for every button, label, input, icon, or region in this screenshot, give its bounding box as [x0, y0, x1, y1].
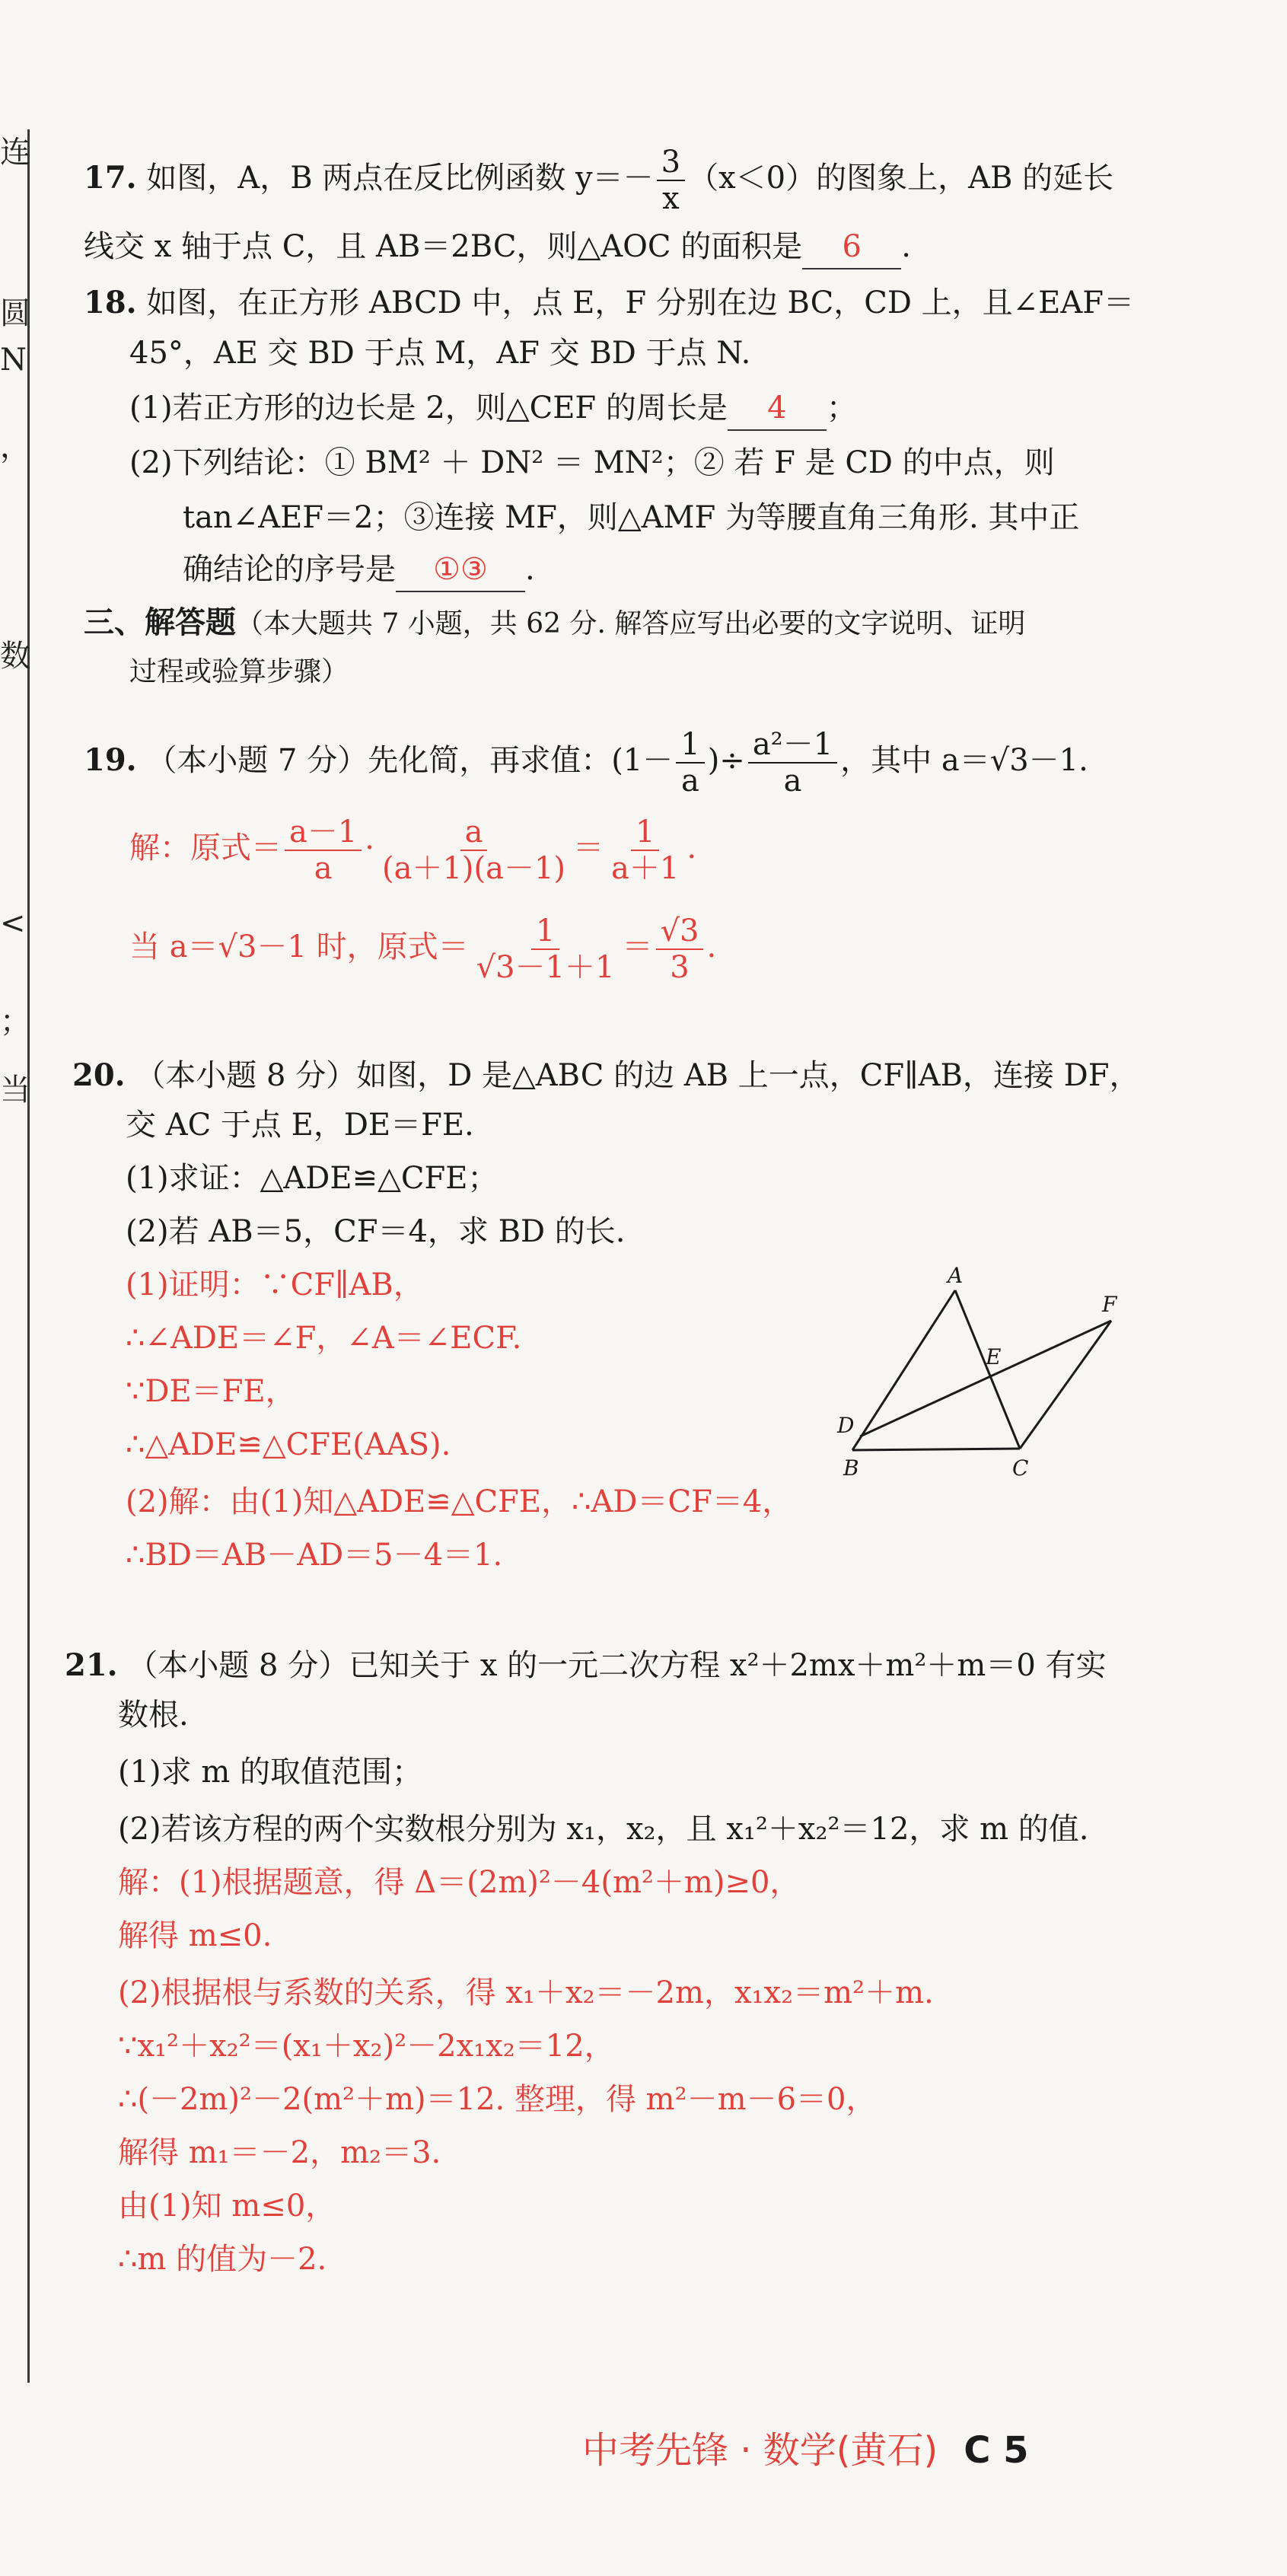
q21-line2: 数根.	[118, 1698, 189, 1733]
q20-solution: ∵DE＝FE，	[126, 1374, 296, 1409]
q17-line2: 线交 x 轴于点 C，且 AB＝2BC，则△AOC 的面积是 6 .	[84, 225, 911, 269]
segment-cf	[1020, 1321, 1111, 1449]
q20-solution: (1)证明：∵CF∥AB，	[126, 1267, 424, 1302]
q21-solution: 解得 m₁＝－2，m₂＝3.	[118, 2135, 441, 2170]
q18-answer1: 4	[728, 387, 827, 431]
q20-part2: (2)若 AB＝5，CF＝4，求 BD 的长.	[126, 1214, 626, 1249]
q20-solution: ∴BD＝AB－AD＝5－4＝1.	[126, 1538, 503, 1573]
q21-solution: ∵x₁²＋x₂²＝(x₁＋x₂)²－2x₁x₂＝12，	[118, 2029, 615, 2064]
q18-number: 18.	[84, 285, 137, 320]
q18-part2-line2: tan∠AEF＝2；③连接 MF，则△AMF 为等腰直角三角形. 其中正	[183, 500, 1080, 535]
q20-solution: (2)解：由(1)知△ADE≌△CFE，∴AD＝CF＝4，	[126, 1484, 793, 1519]
footer-brand: 中考先锋 · 数学(黄石)	[582, 2429, 938, 2472]
segment-bc	[852, 1449, 1020, 1450]
q18-part1: (1)若正方形的边长是 2，则△CEF 的周长是 4 ；	[129, 387, 857, 431]
page-number: C 5	[964, 2429, 1029, 2472]
section3-desc2: 过程或验算步骤）	[129, 656, 349, 687]
q20-solution: ∴∠ADE＝∠F，∠A＝∠ECF.	[126, 1321, 522, 1356]
q19-question: 19. （本小题 7 分）先化简，再求值：(1－ $\frac{1}{a}$ )÷ $\frac{\text{a²－1}}{a}$ ，其中 a＝√3－1.	[84, 727, 1088, 799]
edge-char: 数	[0, 639, 30, 674]
edge-char: N	[0, 343, 27, 378]
label-a: A	[948, 1264, 964, 1288]
q21-solution: ∴(－2m)²－2(m²＋m)＝12. 整理，得 m²－m－6＝0，	[118, 2082, 877, 2117]
label-b: B	[843, 1455, 859, 1481]
q17-answer: 6	[802, 225, 901, 269]
label-c: C	[1012, 1455, 1029, 1481]
segment-ac	[955, 1290, 1020, 1449]
q21-part2: (2)若该方程的两个实数根分别为 x₁，x₂，且 x₁²＋x₂²＝12，求 m 的值.	[118, 1812, 1089, 1847]
q20-line1: 20. （本小题 8 分）如图，D 是△ABC 的边 AB 上一点，CF∥AB，连接 DF，	[72, 1057, 1140, 1093]
label-e: E	[986, 1344, 1002, 1369]
q18-line2: 45°，AE 交 BD 于点 M，AF 交 BD 于点 N.	[129, 336, 751, 371]
edge-char: ；	[0, 1004, 30, 1039]
q21-solution: 解：(1)根据题意，得 Δ＝(2m)²－4(m²＋m)≥0，	[118, 1865, 801, 1900]
q17-fraction: $\frac{3}{x}$	[657, 145, 685, 216]
q18-line1: 18. 如图，在正方形 ABCD 中，点 E，F 分别在边 BC，CD 上，且∠EAF＝	[84, 285, 1135, 320]
edge-char: 连	[0, 135, 30, 170]
q20-line2: 交 AC 于点 E，DE＝FE.	[126, 1108, 474, 1143]
edge-char: ，	[0, 429, 30, 464]
q17-text-a: 如图，A，B 两点在反比例函数 y＝－	[146, 161, 654, 196]
q18-answer2: ①③	[396, 548, 525, 592]
edge-char: 当	[0, 1073, 30, 1108]
q18-part2-line3: 确结论的序号是 ①③ .	[183, 548, 535, 592]
q21-solution: 由(1)知 m≤0，	[118, 2189, 336, 2224]
q18-part2-line1: (2)下列结论：① BM² ＋ DN² ＝ MN²；② 若 F 是 CD 的中点，则	[129, 445, 1055, 480]
q21-solution: (2)根据根与系数的关系，得 x₁＋x₂＝－2m，x₁x₂＝m²＋m.	[118, 1975, 934, 2010]
label-f: F	[1102, 1292, 1117, 1317]
q21-line1: 21. （本小题 8 分）已知关于 x 的一元二次方程 x²＋2mx＋m²＋m＝0 有实	[65, 1647, 1107, 1683]
q21-solution: 解得 m≤0.	[118, 1918, 272, 1953]
label-d: D	[837, 1413, 855, 1438]
section3-title: 三、解答题	[84, 604, 236, 640]
q20-part1: (1)求证：△ADE≌△CFE；	[126, 1161, 499, 1196]
section3-header: 三、解答题（本大题共 7 小题，共 62 分. 解答应写出必要的文字说明、证明	[84, 604, 1026, 640]
edge-char: 圆	[0, 296, 30, 331]
q17-number: 17.	[84, 160, 137, 196]
q20-figure	[830, 1264, 1149, 1484]
q20-solution: ∴△ADE≌△CFE(AAS).	[126, 1427, 451, 1462]
q19-solution-line1: 解：原式＝ $\frac{a-1}{a}$ · $\frac{a}{(a+1)(a-1)}$ ＝ $\frac{1}{a+1}$ .	[129, 815, 697, 886]
edge-char: <	[0, 906, 26, 941]
segment-ab	[852, 1290, 955, 1450]
q21-solution: ∴m 的值为－2.	[118, 2242, 327, 2277]
q21-part1: (1)求 m 的取值范围；	[118, 1755, 423, 1790]
page-footer	[582, 2421, 1029, 2473]
margin-rule	[27, 129, 30, 2383]
q17-line1	[84, 145, 1113, 216]
q17-text-b: （x＜0）的图象上，AB 的延长	[688, 161, 1114, 196]
q19-solution-line2: 当 a＝√3－1 时，原式＝ $\frac{1}{√3-1+1}$ ＝ $\frac{√3}{3}$ .	[129, 913, 717, 985]
